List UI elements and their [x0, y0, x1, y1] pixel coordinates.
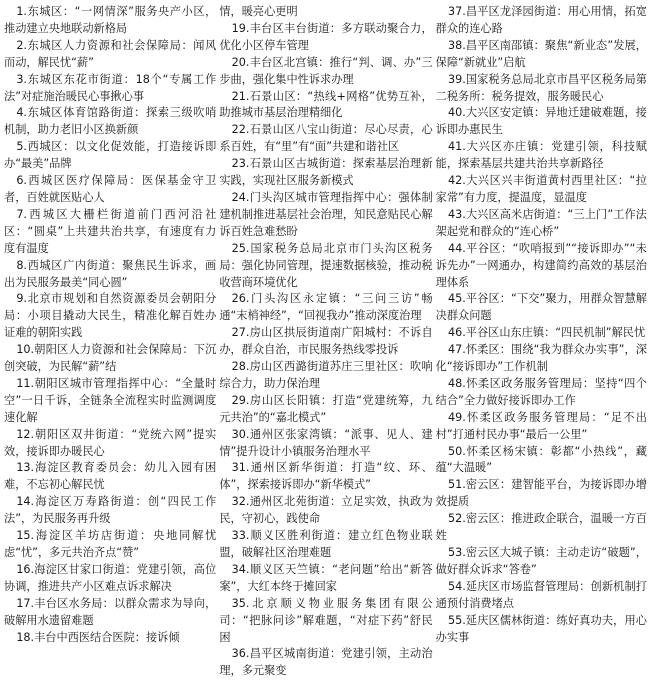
list-item: 25.国家税务总局北京市门头沟区税务局：强化协同管理，提速数据核验，推动税收营商环境优化 [219, 241, 433, 289]
list-item: 55.延庆区儒林街道：练好真功夫，用心办实事 [435, 613, 647, 644]
list-item: 17.丰台区水务局：以群众需求为导向，破解用水遗留难题 [4, 596, 217, 627]
list-item: 7.西城区大栅栏街道前门西河沿社区：“圆桌”上共建共治共享，有速度有力度有温度 [4, 207, 217, 255]
list-item: 13.海淀区教育委员会：幼儿入园有困难，不忘初心解民忧 [4, 461, 217, 492]
list-item: 21.石景山区：“热线+网格”优势互补，助推城市基层治理精细化 [219, 89, 433, 120]
list-item: 46.平谷区山东庄镇：“四民机制”解民忧 [447, 326, 646, 340]
list-item: 28.房山区西潞街道苏庄三里社区：吹响综合力，助力保治理 [219, 360, 433, 390]
list-item: 27.房山区拱辰街道南广阳城村：不诉自办，群众自治，市民服务热线零投诉 [219, 326, 433, 357]
list-item: 39.国家税务总局北京市昌平区税务局第二税务所：税务提效，服务暖民心 [435, 72, 647, 103]
list-item: 53.密云区大城子镇：主动走访“破题”，做好群众诉求“答卷” [435, 546, 647, 576]
list-item: 22.石景山区八宝山街道：尽心尽责，心系百姓，有“里”有“面”共建和谐社区 [219, 123, 433, 154]
list-item: 23.石景山区古城街道：探索基层治理新实践，实现社区服务新模式 [219, 157, 433, 188]
list-item: 45.平谷区：“下交”聚力，用群众智慧解决群众问题 [435, 292, 647, 323]
list-item: 5.西城区：以文化促效能，打造接诉即办“最美”品牌 [4, 140, 217, 171]
list-item: 15.海淀区羊坊店街道：央地同解忧虑“忧”，多元共治齐点“赞” [4, 529, 217, 559]
column-1 [4, 4, 217, 644]
list-item: 52.密云区：推进政企联合，温暖一方百姓 [435, 512, 647, 543]
list-item: 12.朝阳区双井街道：“党统六网”提实效，接诉即办暖民心 [4, 427, 217, 458]
column-3 [435, 4, 647, 644]
list-item: 18.丰台中西医结合医院：接诉倾 [16, 630, 180, 644]
list-item: 6.西城区医疗保障局：医保基金守卫者，百姓就医贴心人 [4, 174, 217, 204]
list-item: 43.大兴区高米店街道：“三上门”工作法架起党和群众的“连心桥” [435, 207, 647, 238]
list-item: 20.丰台区北宫镇：推行“判、调、办”三步曲，强化集中性诉求办理 [219, 55, 433, 86]
list-item: 48.怀柔区政务服务管理局：坚持“四个结合”全力做好接诉即办工作 [435, 376, 647, 407]
list-item: 38.昌平区南邵镇：聚焦“新业态”发展，保障“新就业”启航 [435, 38, 647, 69]
list-item: 16.海淀区甘家口街道：党建引领，高位协调，推进共产小区难点诉求解决 [4, 562, 217, 593]
list-item: 3.东城区东花市街道：18个“专属工作法”对症施治暖民心事揪心事 [4, 72, 217, 103]
list-item: 41.大兴区亦庄镇：党建引领，科技赋能，探索基层共建共治共享新路径 [435, 140, 647, 171]
list-item: 47.怀柔区：围绕“我为群众办实事”，深化“接诉即办”工作机制 [435, 343, 647, 374]
list-item: 9.北京市规划和自然资源委员会朝阳分局：小项目撬动大民生，精准化解百姓办证难的朝阳实践 [4, 292, 217, 340]
list-item: 50.怀柔区杨宋镇：彰都“小热线”，藏蕴“大温暖” [435, 444, 647, 475]
list-item: 19.丰台区丰台街道：多方联动聚合力，优化小区停车管理 [219, 21, 433, 52]
list-item: 10.朝阳区人力资源和社会保障局：下沉创突破，为民解“薪”结 [4, 343, 217, 374]
list-item: 42.大兴区兴丰街道黄村西里社区：“拉家常”有力度，提温度，显温度 [435, 174, 647, 204]
list-item: 29.房山区长阳镇：打造“党建统筹，九元共治”的“嘉北模式” [219, 393, 433, 424]
list-item: 26.门头沟区永定镇：“三问三访”畅通“末梢神经”，“回视我办”推动深度治理 [219, 292, 433, 323]
list-item: 4.东城区体育馆路街道：探索三级吹哨机制，助力老旧小区换新颜 [4, 106, 217, 137]
list-item: 51.密云区：建智能平台，为接诉即办增效提质 [435, 478, 647, 509]
list-item: 1.东城区：“一网情深”服务央产小区，推动建立央地联动新格局 [4, 5, 217, 35]
list-item: 54.延庆区市场监督管理局：创新机制打通预付消费堵点 [435, 579, 647, 610]
list-item: 36.昌平区城南街道：党建引领，主动治理，多元聚变 [219, 647, 433, 678]
list-item: 31.通州区新华街道：打造“纹、环、体”，探索接诉即办“新华模式” [219, 461, 433, 492]
list-item: 14.海淀区万寿路街道：创“四民工作法”，为民服务再升级 [4, 495, 217, 526]
list-item-continuation: 情，暖亮心更明 [219, 5, 298, 18]
list-item: 30.通州区张家湾镇：“派事、见人、建情”提升设计小镇服务治理水平 [219, 427, 433, 458]
list-item: 44.平谷区：“吹哨报到”“接诉即办”“未诉先办”一网通办，构建简约高效的基层治理体系 [435, 241, 647, 289]
list-item: 37.昌平区龙泽园街道：用心用情，拓宽群众的连心路 [435, 5, 647, 35]
list-item: 33.顺义区胜利街道：建立红色物业联盟，破解社区治理难题 [219, 529, 433, 559]
list-item: 11.朝阳区城市管理指挥中心：“全量时空”一日千诉，全链条全流程实时监测调度速化解 [4, 376, 217, 424]
list-item: 34.顺义区天竺镇：“老问题”给出“新答案”，大红本终于摊回家 [219, 562, 433, 593]
list-item: 8.西城区广内街道：聚焦民生诉求，画出为民服务最美“同心圆” [4, 258, 217, 289]
column-2 [219, 4, 433, 678]
list-item: 49.怀柔区政务服务管理局：“足不出村”打通村民办事“最后一公里” [435, 410, 647, 441]
list-item: 35.北京顺义物业服务集团有限公司：“把脉问诊”解难题，“对症下药”舒民困 [219, 596, 433, 644]
list-item: 40.大兴区安定镇：异地迁建破难题，接诉即办惠民生 [435, 106, 647, 137]
list-item: 2.东城区人力资源和社会保障局：闻风而动，解民忧“薪” [4, 38, 217, 69]
list-item: 24.门头沟区城市管理指挥中心：强体制建机制推进基层社会治理，知民意贴民心解诉百姓急难愁盼 [219, 190, 433, 238]
list-item: 32.通州区北苑街道：立足实效，执政为民，守初心，践使命 [219, 495, 433, 526]
